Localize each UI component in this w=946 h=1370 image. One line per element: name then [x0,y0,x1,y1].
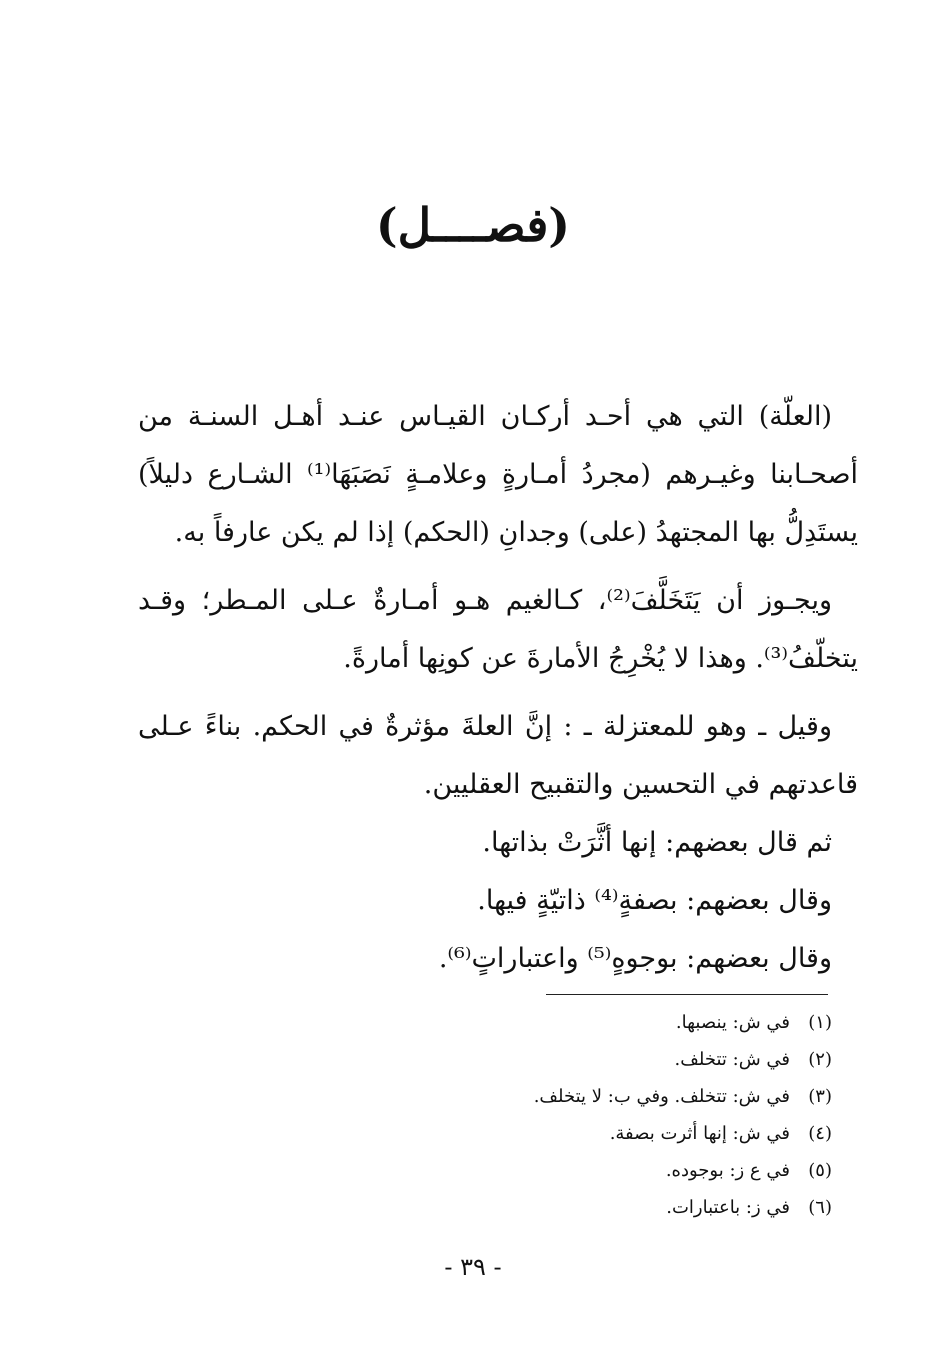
footnote-number: (٥) [808,1160,832,1181]
page-number: - ٣٩ - [444,1253,502,1281]
paragraph-mutazila: وقيل ـ وهو للمعتزلة ـ : إنَّ العلةَ مؤثرةٌ في الحكم. بناءً عـلى قاعدتهم في التحسين والتقبيح العقليين. [138,711,858,800]
footnote-text: في ز: باعتبارات. [666,1197,790,1218]
footnote-text: في ش: إنها أثرت بصفة. [609,1123,790,1144]
footnote-number: (٣) [808,1086,832,1107]
footnote-text: في ش: تتخلف. وفي ب: لا يتخلف. [533,1086,790,1107]
paragraph-illah-definition: (العلّة) التي هي أحـد أركـان القيـاس عنـد أهـل السنـة من أصحـابنا وغيـرهم (مجردُ أمـارةٍ وعلامـةٍ نَصَبَهَا⁽¹⁾ الشـارع دليلاً) يستَدِلُّ بها المجتهدُ (على) وجدانِ (الحكم) إذا لم يكن عارفاً به. [138,401,858,548]
text-line: وقال بعضهم: بوجوهٍ⁽⁵⁾ واعتباراتٍ⁽⁶⁾. [438,943,832,974]
text-line: وقال بعضهم: بصفةٍ⁽⁴⁾ ذاتيّةٍ فيها. [477,885,832,916]
footnote-number: (٦) [808,1197,832,1218]
footnote-number: (٢) [808,1049,832,1070]
footnote-number: (١) [808,1012,832,1033]
footnote-item [212,1189,832,1226]
footnote-divider [546,994,828,995]
footnote-item [212,1115,832,1152]
paragraph-takhalluf: ويجـوز أن يَتَخَلَّفَ⁽²⁾، كـالغيم هـو أمـارةٌ عـلى المـطر؛ وقـد يتخلّفُ⁽³⁾. وهذا لا يُخْرِجُ الأمارةَ عن كونِها أمارةً. [138,585,858,674]
section-title: (فصــــل) [375,198,571,252]
footnote-item [212,1078,832,1115]
main-text [138,388,858,988]
footnote-text: في ش: ينصبها. [675,1012,790,1033]
footnote-item [212,1041,832,1078]
footnote-number: (٤) [808,1123,832,1144]
footnote-text: في ع ز: بوجوده. [665,1160,790,1181]
footnotes-list [212,1004,832,1226]
footnote-item [212,1004,832,1041]
footnote-text: في ش: تتخلف. [674,1049,790,1070]
footnote-item [212,1152,832,1189]
text-line: ثم قال بعضهم: إنها أثَّرَتْ بذاتها. [482,827,832,858]
